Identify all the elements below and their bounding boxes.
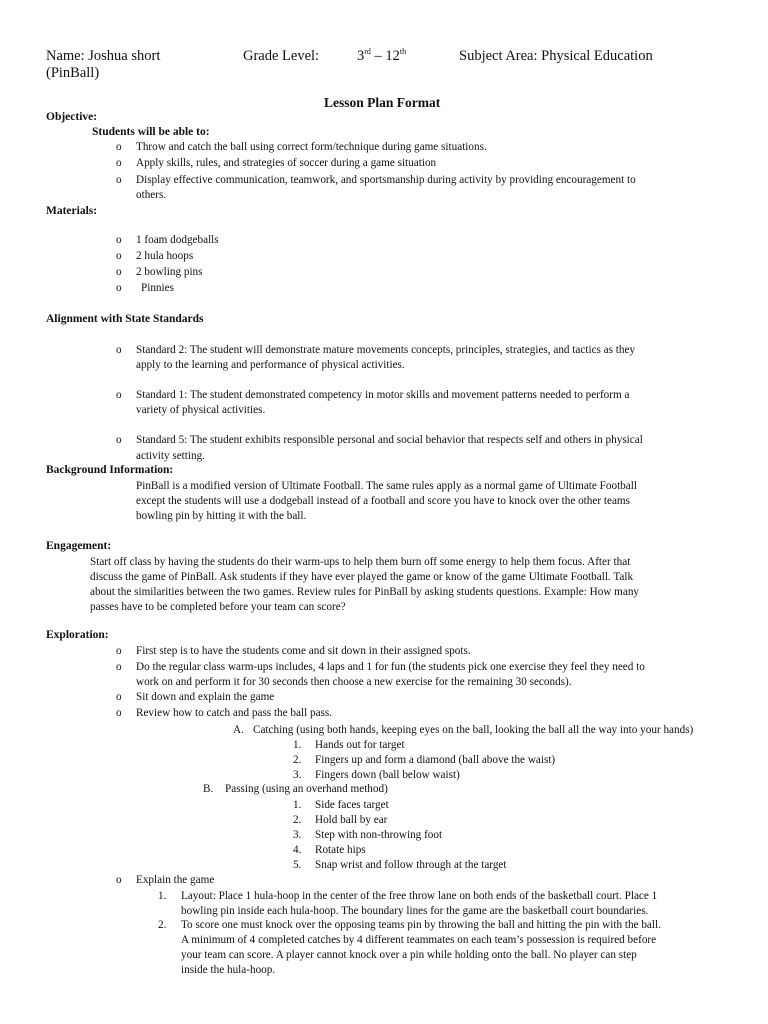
bullet-glyph: o [116,434,122,446]
list-item-continued: others. [136,189,167,201]
step-number: 1. [293,799,302,811]
engagement-heading: Engagement: [46,540,112,552]
step-item: Hold ball by ear [315,814,388,826]
list-item: First step is to have the students come and sit down in their assigned spots. [136,645,471,657]
objective-subheading: Students will be able to: [92,126,210,138]
exploration-heading: Exploration: [46,629,109,641]
page-title: Lesson Plan Format [324,95,441,110]
list-item: Explain the game [136,874,215,886]
bullet-glyph: o [116,174,122,186]
step-number: 2. [293,814,302,826]
step-number: 2. [158,919,167,931]
list-item: Standard 1: The student demonstrated competency in motor skills and movement patterns needed to perform a [136,389,630,401]
paragraph-line: PinBall is a modified version of Ultimate Football. The same rules apply as a normal game of Ultimate Football [136,480,637,492]
step-item: Step with non-throwing foot [315,829,443,841]
game-rule-line: bowling pin inside each hula-hoop. The boundary lines for the game are the basketball court boundaries. [181,905,649,917]
step-item: Rotate hips [315,844,366,856]
background-heading: Background Information: [46,464,174,476]
bullet-glyph: o [116,157,122,169]
step-item: Snap wrist and follow through at the target [315,859,507,871]
paragraph-line: passes have to be completed before your team can score? [90,601,346,613]
bullet-glyph: o [116,344,122,356]
list-item: Throw and catch the ball using correct form/technique during game situations. [136,141,487,153]
list-item-continued: apply to the learning and performance of physical activities. [136,359,405,371]
subject-area: Subject Area: Physical Education [459,48,653,64]
bullet-glyph: o [116,707,122,719]
list-item: Standard 5: The student exhibits responsible personal and social behavior that respects self and others in physical [136,434,643,446]
step-number: 5. [293,859,302,871]
passing-label: Passing (using an overhand method) [225,783,388,795]
paragraph-line: except the students will use a dodgeball instead of a football and score you have to knock over the other teams [136,495,630,507]
name-field: Name: Joshua short [46,48,161,64]
step-number: 1. [293,739,302,751]
step-number: 4. [293,844,302,856]
bullet-glyph: o [116,691,122,703]
outline-letter: B. [203,783,214,795]
game-rule-line: Layout: Place 1 hula-hoop in the center of the free throw lane on both ends of the basketball court. Place 1 [181,890,658,902]
list-item-continued: variety of physical activities. [136,404,266,416]
bullet-glyph: o [116,661,122,673]
list-item: Do the regular class warm-ups includes, 4 laps and 1 for fun (the students pick one exercise they feel they need to [136,661,645,673]
step-number: 2. [293,754,302,766]
objective-heading: Objective: [46,111,98,123]
game-rule-line: To score one must knock over the opposing teams pin by throwing the ball and hitting the pin with the ball. [181,919,661,931]
step-number: 3. [293,769,302,781]
bullet-glyph: o [116,250,122,262]
game-rule-line: inside the hula-hoop. [181,964,276,976]
bullet-glyph: o [116,389,122,401]
list-item: Display effective communication, teamwork, and sportsmanship during activity by providing encouragement to [136,174,636,186]
list-item: 1 foam dodgeballs [136,234,219,246]
list-item-continued: activity setting. [136,450,205,462]
step-item: Hands out for target [315,739,405,751]
step-item: Fingers down (ball below waist) [315,769,460,781]
game-rule-line: A minimum of 4 completed catches by 4 different teammates on each team’s possession is required before [181,934,657,946]
step-item: Fingers up and form a diamond (ball above the waist) [315,754,556,766]
paragraph-line: bowling pin by hitting it with the ball. [136,510,307,522]
outline-letter: A. [233,724,244,736]
bullet-glyph: o [116,234,122,246]
bullet-glyph: o [116,141,122,153]
game-rule-line: your team can score. A player cannot knock over a pin while holding onto the ball. No player can step [181,949,637,961]
list-item: Apply skills, rules, and strategies of soccer during a game situation [136,157,437,169]
list-item-continued: work on and perform it for 30 seconds then choose a new exercise for the remaining 30 seconds). [136,676,572,688]
paragraph-line: about the similarities between the two games. Review rules for PinBall by asking students questions. Example: How many [90,586,640,598]
list-item: Standard 2: The student will demonstrate mature movements concepts, principles, strategies, and tactics as they [136,344,636,356]
paragraph-line: discuss the game of PinBall. Ask students if they have ever played the game or know of the game Ultimate Football. Talk [90,571,634,583]
paragraph-line: Start off class by having the students do their warm-ups to help them burn off some energy to help them focus. After that [90,556,631,568]
grade-level-label: Grade Level: [243,48,320,64]
bullet-glyph: o [116,645,122,657]
bullet-glyph: o [116,282,122,294]
step-item: Side faces target [315,799,389,811]
grade-range: 3rd – 12th [357,47,407,64]
standards-heading: Alignment with State Standards [46,313,204,325]
catching-label: Catching (using both hands, keeping eyes on the ball, looking the ball all the way into your hands) [253,724,694,736]
bullet-glyph: o [116,266,122,278]
step-number: 3. [293,829,302,841]
materials-heading: Materials: [46,205,98,217]
bullet-glyph: o [116,874,122,886]
list-item: 2 hula hoops [136,250,194,262]
list-item: 2 bowling pins [136,266,203,278]
name-field-continued: (PinBall) [46,65,100,81]
step-number: 1. [158,890,167,902]
list-item: Sit down and explain the game [136,691,275,703]
list-item: Pinnies [141,282,174,294]
list-item: Review how to catch and pass the ball pass. [136,707,333,719]
